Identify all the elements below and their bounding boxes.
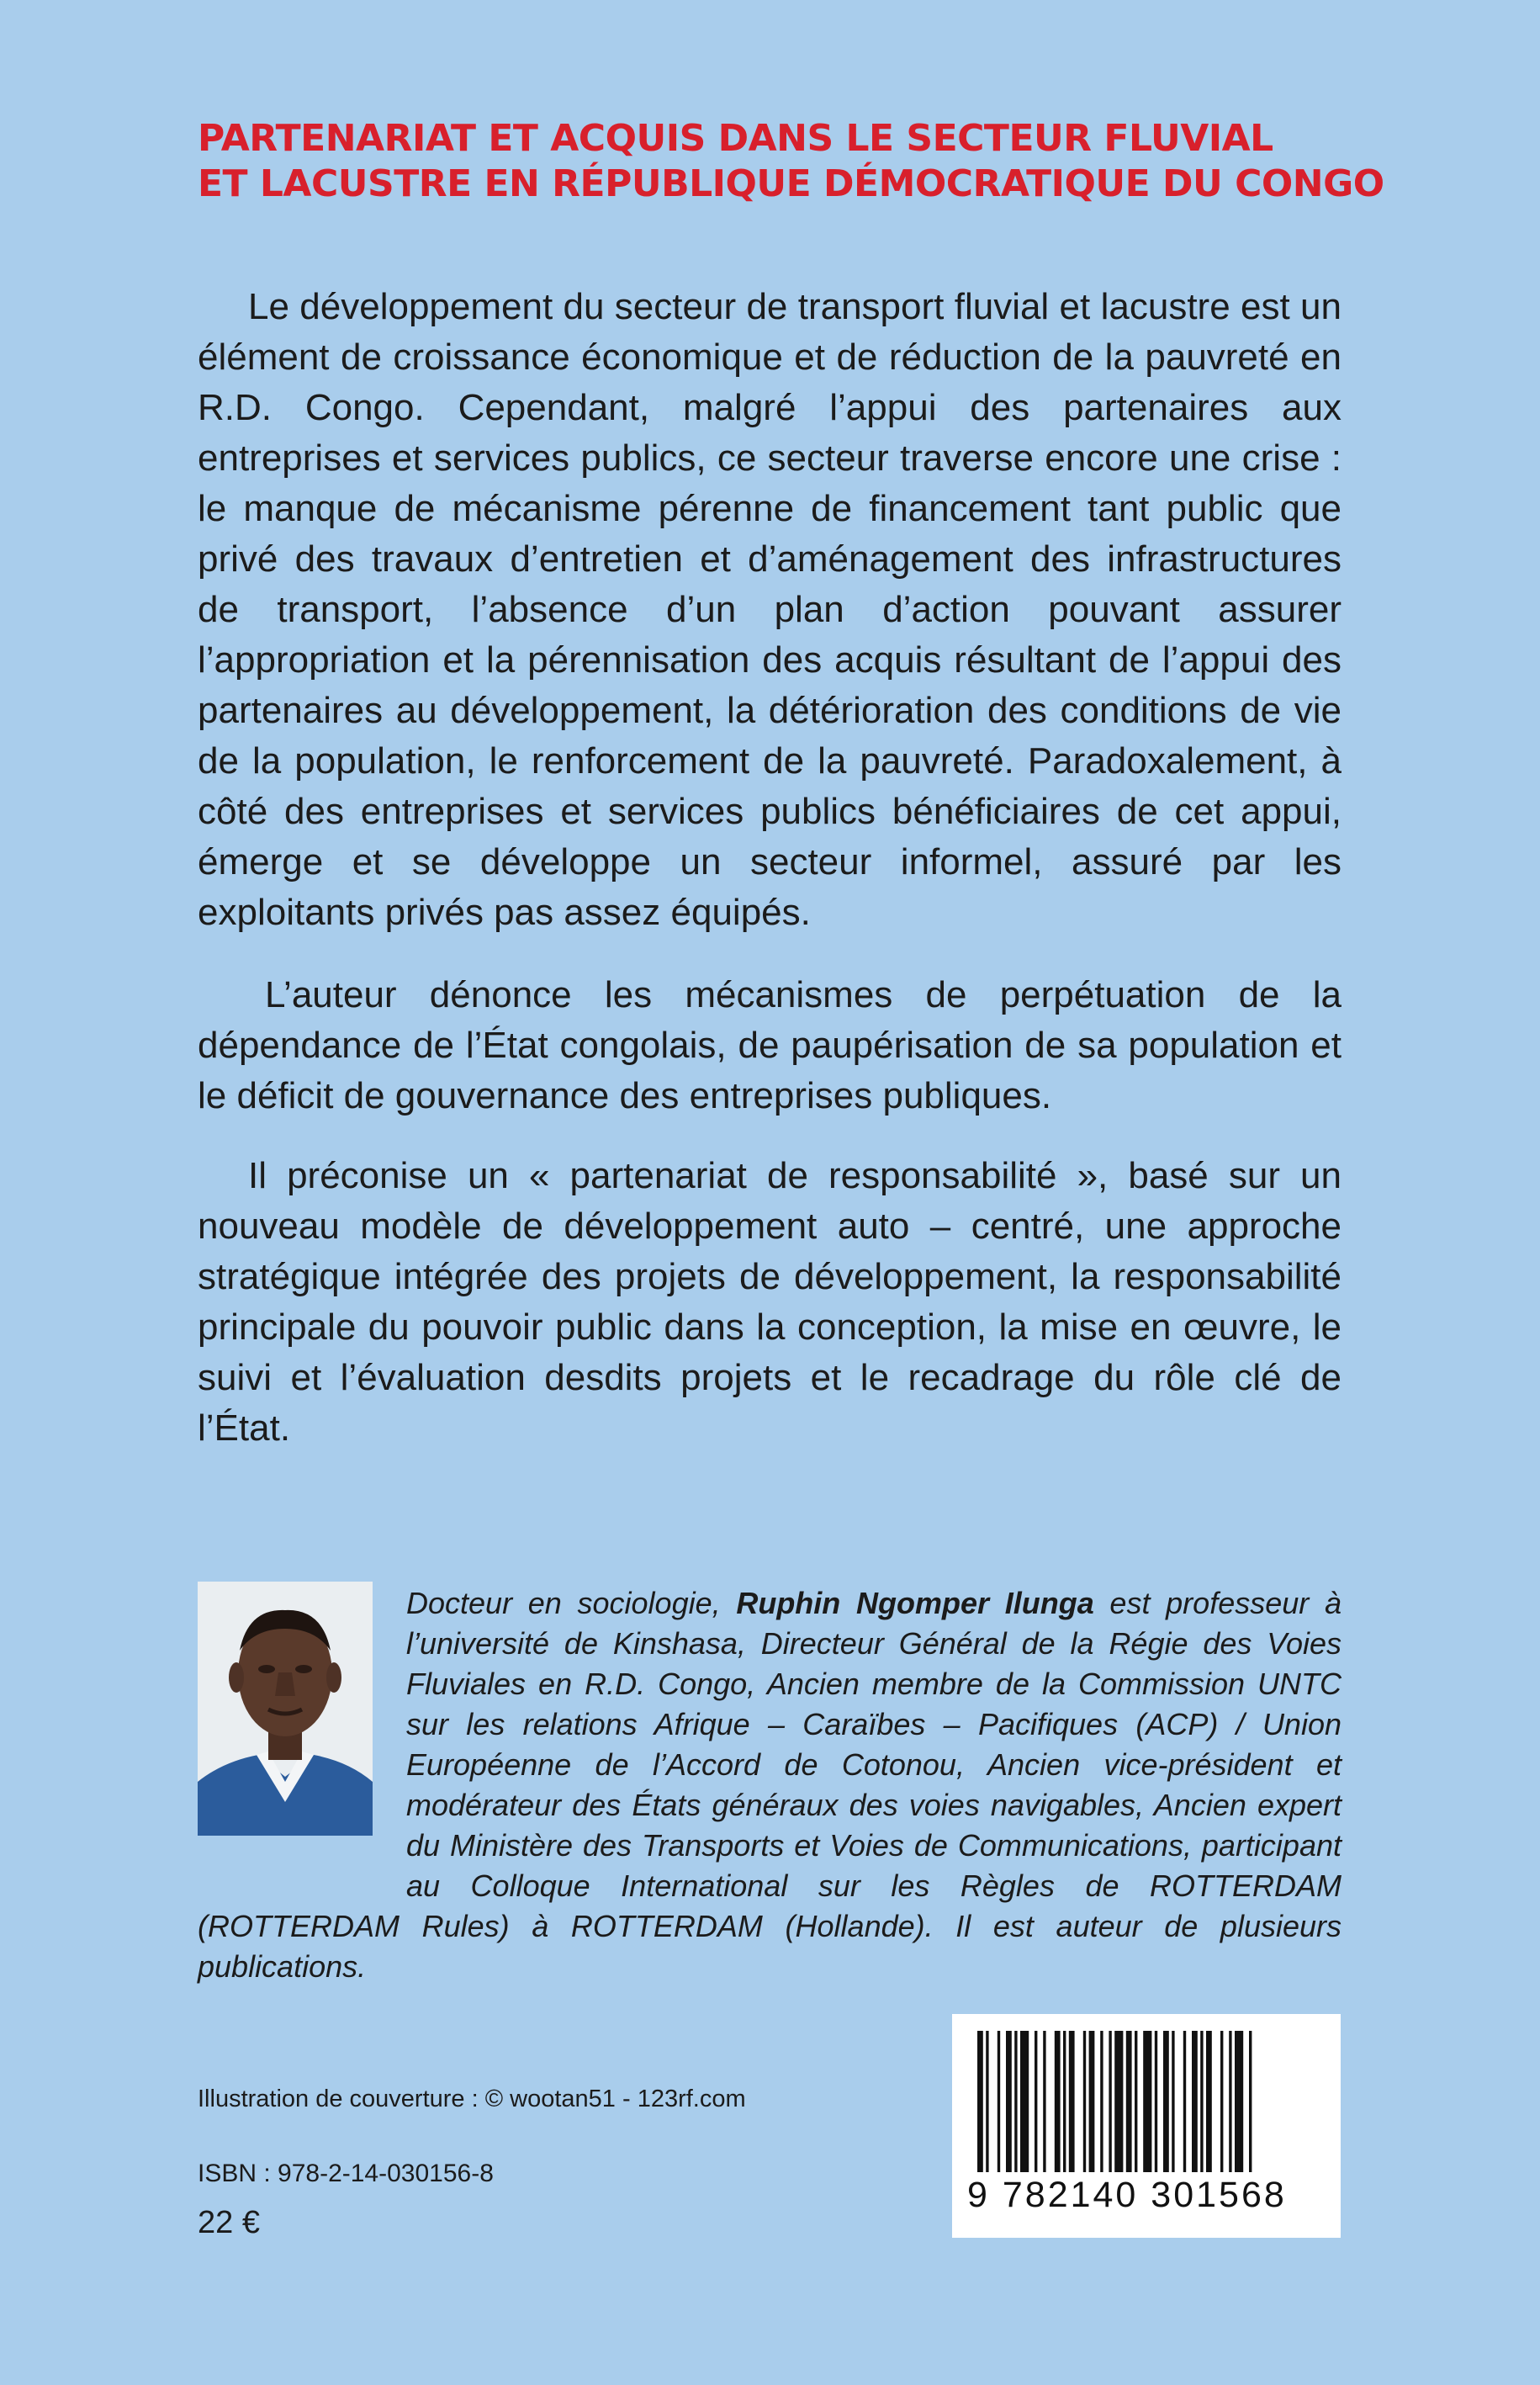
barcode-bar: [977, 2031, 983, 2172]
barcode-bar: [1172, 2031, 1174, 2172]
barcode-bar: [1200, 2031, 1203, 2172]
author-name: Ruphin Ngomper Ilunga: [736, 1586, 1094, 1620]
price: 22 €: [198, 2205, 260, 2240]
barcode-bar: [1114, 2031, 1123, 2172]
barcode-bar: [1135, 2031, 1137, 2172]
bio-details: est professeur à l’université de Kinshasa, Directeur Général de la Régie des Voies Fluviales en R.D. Congo, Ancien membre de la Commission UNTC sur les relations Afrique – Caraïbes – Pacifiques (ACP) / Union Européenne de l’Accord de Cotonou, Ancien vice-président et modérateur des États généraux des voies navigables, Ancien expert du Ministère des Transports et Voies de Communications, participant au Colloque International sur les Règles de ROTTERDAM (ROTTERDAM Rules) à ROTTERDAM (Hollande). Il est auteur de plusieurs publications.: [198, 1586, 1342, 1984]
isbn: ISBN : 978-2-14-030156-8: [198, 2160, 494, 2187]
barcode-bar: [1020, 2031, 1029, 2172]
barcode-bar: [1206, 2031, 1212, 2172]
barcode-bar: [1055, 2031, 1061, 2172]
book-title-line-1: PARTENARIAT ET ACQUIS DANS LE SECTEUR FLUVIAL: [198, 117, 1273, 160]
barcode-bar: [1192, 2031, 1198, 2172]
barcode-bar: [1035, 2031, 1037, 2172]
barcode-bar: [1109, 2031, 1111, 2172]
summary-paragraph-1: Le développement du secteur de transport fluvial et lacustre est un élément de croissance économique et de réduction de la pauvreté en R.D. Congo. Cependant, malgré l’appui des partenaires aux entreprises et services publics, ce secteur traverse encore une crise : le manque de mécanisme pérenne de financement tant public que privé des travaux d’entretien et d’aménagement des infrastructures de transport, l’absence d’un plan d’action pouvant assurer l’appropriation et la pérennisation des acquis résultant de l’appui des partenaires au développement, la détérioration des conditions de vie de la population, le renforcement de la pauvreté. Paradoxalement, à côté des entreprises et services publics bénéficiaires de cet appui, émerge et se développe un secteur informel, assuré par les exploitants privés pas assez équipés.: [198, 286, 1342, 933]
barcode-bar: [1069, 2031, 1075, 2172]
bio-intro: Docteur en sociologie,: [406, 1586, 737, 1620]
barcode-bar: [1089, 2031, 1095, 2172]
barcode-bar: [1249, 2031, 1252, 2172]
author-photo: [198, 1582, 373, 1836]
barcode-bar: [1143, 2031, 1151, 2172]
barcode: [952, 2014, 1341, 2238]
book-title-line-2: ET LACUSTRE EN RÉPUBLIQUE DÉMOCRATIQUE DU CONGO: [198, 162, 1384, 205]
barcode-bar: [1014, 2031, 1017, 2172]
book-title: [198, 116, 1384, 207]
barcode-bar: [1183, 2031, 1186, 2172]
barcode-bar: [1235, 2031, 1243, 2172]
barcode-bar: [1100, 2031, 1103, 2172]
barcode-number: 9 782140 301568: [967, 2175, 1287, 2215]
barcode-bar: [1043, 2031, 1045, 2172]
author-portrait-image: [198, 1582, 373, 1836]
summary-paragraph-2: L’auteur dénonce les mécanismes de perpétuation de la dépendance de l’État congolais, de paupérisation de sa population et le déficit de gouvernance des entreprises publiques.: [198, 974, 1342, 1116]
barcode-bar: [1063, 2031, 1066, 2172]
summary-paragraph-3: Il préconise un « partenariat de responsabilité », basé sur un nouveau modèle de développement auto – centré, une approche stratégique intégrée des projets de développement, la responsabilité principale du pouvoir public dans la conception, la mise en œuvre, le suivi et l’évaluation desdits projets et le recadrage du rôle clé de l’État.: [198, 1155, 1342, 1449]
barcode-bar: [1163, 2031, 1169, 2172]
cover-illustration-credit: Illustration de couverture : © wootan51 - 123rf.com: [198, 2086, 746, 2112]
barcode-bar: [1006, 2031, 1012, 2172]
barcode-bar: [1083, 2031, 1086, 2172]
barcode-bar: [1155, 2031, 1157, 2172]
barcode-bar: [1229, 2031, 1231, 2172]
barcode-bar: [986, 2031, 988, 2172]
barcode-bar: [1220, 2031, 1223, 2172]
barcode-bar: [998, 2031, 1000, 2172]
barcode-bar: [1126, 2031, 1132, 2172]
